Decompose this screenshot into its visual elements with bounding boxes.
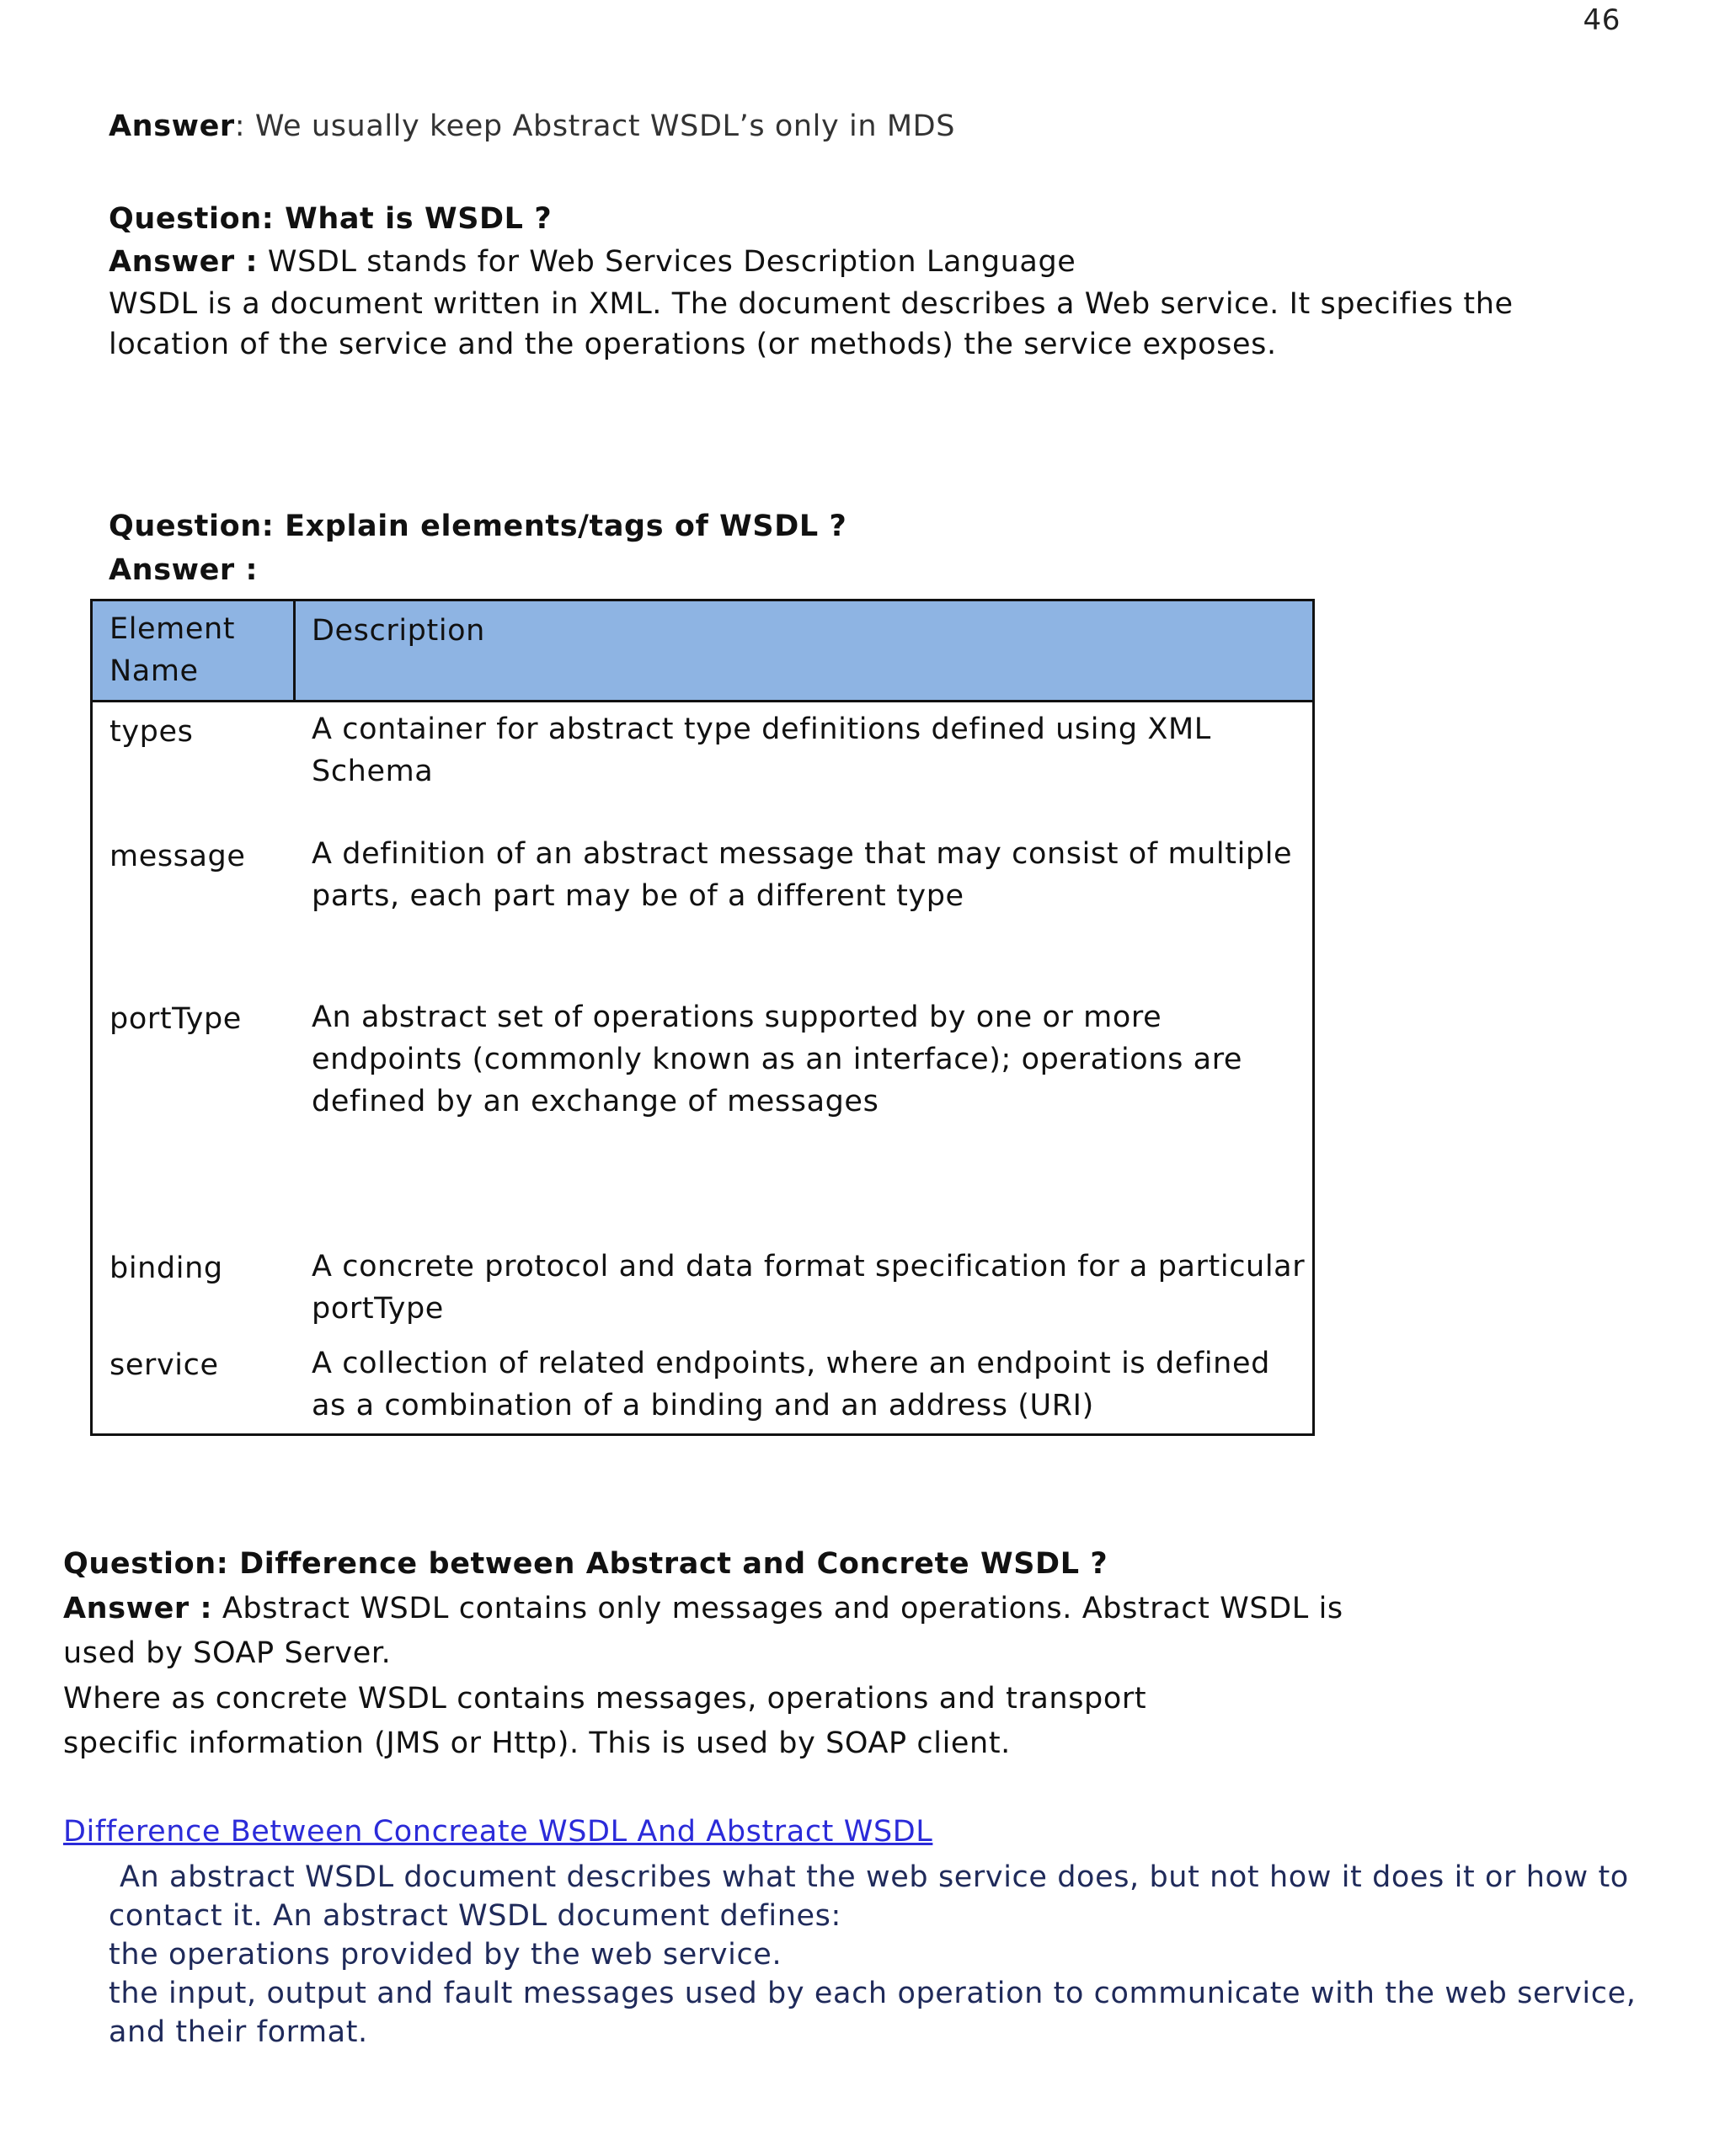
table-header-divider [293,601,296,702]
table-cell-description: An abstract set of operations supported by one or more endpoints (commonly known as an interface); operations are defined by an exchange of messages [312,1001,1243,1118]
answer-label: Answer [109,109,235,143]
answer-text: WSDL stands for Web Services Description Language [258,245,1076,279]
page-number: 46 [1583,3,1621,37]
wsdl-description-line-2: location of the service and the operations (or methods) the service exposes. [109,328,1277,361]
question-abstract-vs-concrete: Question: Difference between Abstract and Concrete WSDL ? [63,1547,1108,1581]
abstract-wsdl-text-line-5: and their format. [109,2015,368,2049]
answer-wsdl-line [109,241,1076,283]
answer-label: Answer : [109,245,259,279]
answer-abstract-line-3: Where as concrete WSDL contains messages, operations and transport [63,1682,1147,1716]
abstract-wsdl-text-line-1: An abstract WSDL document describes what the web service does, but not how it does it or how to [120,1860,1629,1894]
answer-abstract-line-4: specific information (JMS or Http). This is used by SOAP client. [63,1726,1011,1760]
table-cell-element: binding [109,1251,223,1285]
abstract-wsdl-text-line-2: contact it. An abstract WSDL document defines: [109,1899,841,1933]
table-cell-description: A collection of related endpoints, where an endpoint is defined as a combination of a binding and an address (URI) [312,1347,1270,1422]
table-cell-description: A definition of an abstract message that may consist of multiple parts, each part may be of a different type [312,837,1293,913]
table-cell-element: portType [109,1002,242,1036]
table-cell-element: types [109,715,194,749]
answer-mds-line [109,105,955,147]
answer-abstract-line-2: used by SOAP Server. [63,1636,392,1670]
abstract-wsdl-text-line-4: the input, output and fault messages used by each operation to communicate with the web service, [109,1977,1637,2010]
table-cell-element: service [109,1348,219,1382]
question-elements-of-wsdl: Question: Explain elements/tags of WSDL ? [109,510,847,543]
difference-link[interactable]: Difference Between Concreate WSDL And Abstract WSDL [63,1815,933,1849]
table-header-description: Description [312,614,485,648]
answer-label: Answer : [63,1592,213,1625]
wsdl-description-line-1: WSDL is a document written in XML. The document describes a Web service. It specifies the [109,287,1514,321]
abstract-wsdl-text-line-3: the operations provided by the web service. [109,1938,782,1972]
answer-label: Answer : [109,553,259,587]
table-cell-element: message [109,840,246,873]
question-what-is-wsdl: Question: What is WSDL ? [109,202,553,236]
answer-abstract-line-1 [63,1587,1343,1631]
answer-text: Abstract WSDL contains only messages and operations. Abstract WSDL is [212,1592,1343,1625]
answer-text: : We usually keep Abstract WSDL’s only in MDS [234,109,956,143]
table-cell-description: A container for abstract type definitions defined using XML Schema [312,712,1211,788]
table-cell-description: A concrete protocol and data format specification for a particular portType [312,1250,1306,1326]
wsdl-elements-table [90,599,1315,1436]
table-header-element-name: Element Name [109,612,236,688]
